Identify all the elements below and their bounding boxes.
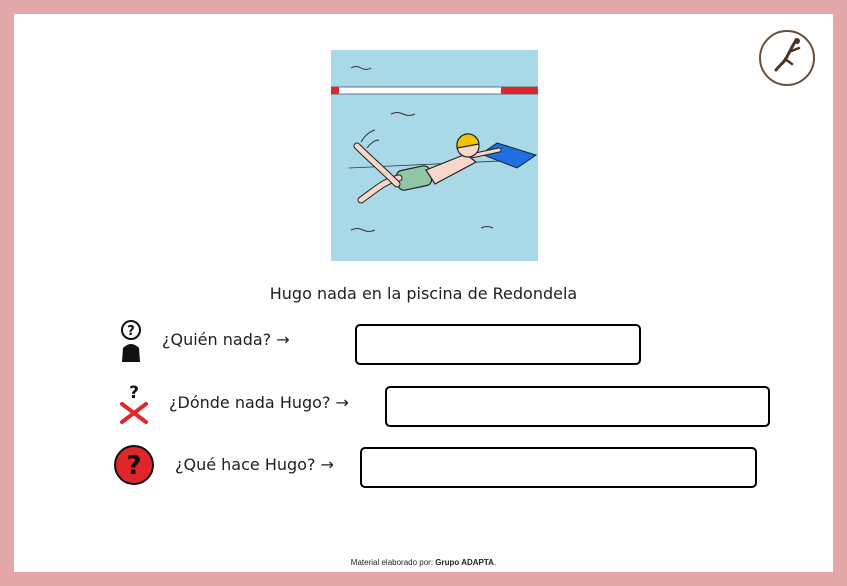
question-where-label: ¿Dónde nada Hugo? → — [169, 393, 349, 412]
story-sentence: Hugo nada en la piscina de Redondela — [269, 284, 578, 303]
answer-what-input[interactable] — [360, 447, 757, 488]
answer-where-input[interactable] — [385, 386, 770, 427]
what-icon — [112, 444, 156, 490]
swimmer-illustration — [331, 50, 538, 261]
who-icon — [118, 320, 144, 366]
swimmer-logo-icon — [759, 30, 815, 86]
svg-text:?: ? — [129, 383, 139, 403]
answer-who-input[interactable] — [355, 324, 641, 365]
svg-text:?: ? — [127, 324, 135, 339]
where-icon — [118, 382, 150, 428]
footer-suffix: . — [493, 558, 497, 567]
question-who-label: ¿Quién nada? → — [162, 330, 290, 349]
footer-prefix: Material elaborado por: — [350, 558, 436, 567]
worksheet-card — [14, 14, 833, 572]
footer-group: Grupo ADAPTA — [435, 558, 494, 567]
question-what-label: ¿Qué hace Hugo? → — [175, 455, 334, 474]
footer-credit — [14, 558, 833, 567]
svg-text:?: ? — [126, 451, 142, 481]
